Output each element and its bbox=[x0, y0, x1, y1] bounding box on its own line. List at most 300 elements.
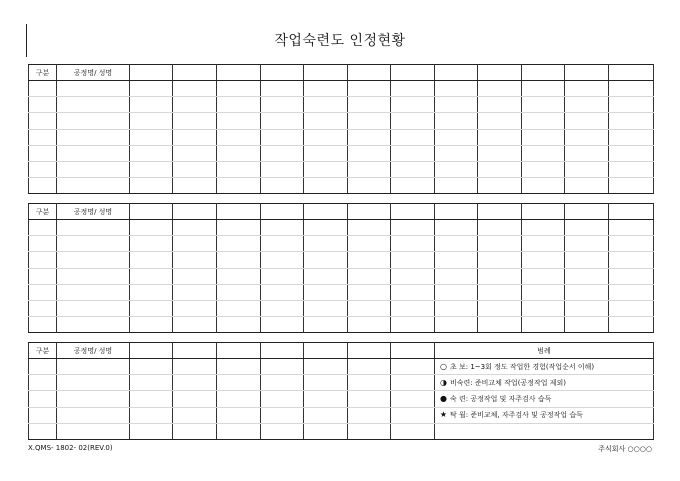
table-cell bbox=[609, 113, 654, 129]
table-cell bbox=[57, 300, 130, 316]
table-cell bbox=[29, 97, 57, 113]
table-cell bbox=[57, 129, 130, 145]
header-row bbox=[29, 65, 654, 81]
table-cell bbox=[391, 375, 435, 391]
table-cell bbox=[217, 391, 261, 407]
table-cell bbox=[435, 284, 478, 300]
table-cell bbox=[130, 220, 173, 236]
table-cell bbox=[565, 145, 609, 161]
table-cell bbox=[348, 252, 391, 268]
table-cell bbox=[304, 236, 348, 252]
legend-separator: : bbox=[470, 378, 475, 387]
table-cell bbox=[435, 236, 478, 252]
table-cell bbox=[391, 236, 435, 252]
table-cell bbox=[261, 300, 304, 316]
legend-separator: : bbox=[465, 362, 471, 371]
table-cell bbox=[57, 113, 130, 129]
table-cell bbox=[478, 161, 522, 177]
table-cell bbox=[29, 407, 57, 423]
table-cell bbox=[130, 129, 173, 145]
table-cell bbox=[57, 236, 130, 252]
header-cell bbox=[348, 343, 391, 359]
table-cell bbox=[261, 220, 304, 236]
table-cell bbox=[391, 145, 435, 161]
table-cell bbox=[304, 284, 348, 300]
table-cell bbox=[261, 81, 304, 97]
table-cell bbox=[609, 178, 654, 194]
table-cell bbox=[304, 220, 348, 236]
table-row bbox=[29, 145, 654, 161]
table-cell bbox=[609, 317, 654, 333]
table-cell bbox=[261, 359, 304, 375]
table-cell bbox=[261, 284, 304, 300]
table-cell bbox=[217, 113, 261, 129]
header-cell bbox=[173, 204, 217, 220]
table-cell bbox=[57, 391, 130, 407]
table-cell bbox=[304, 161, 348, 177]
table-cell bbox=[29, 161, 57, 177]
table-cell bbox=[348, 236, 391, 252]
table-cell bbox=[217, 423, 261, 439]
legend-empty bbox=[435, 423, 654, 439]
table-cell bbox=[29, 220, 57, 236]
table-cell bbox=[435, 113, 478, 129]
table-row bbox=[29, 252, 654, 268]
table-row bbox=[29, 161, 654, 177]
table-cell bbox=[478, 252, 522, 268]
table-cell bbox=[217, 317, 261, 333]
legend-symbol-icon: ○ bbox=[440, 361, 447, 371]
table-cell bbox=[57, 407, 130, 423]
legend-title: 범례 bbox=[435, 343, 654, 359]
table-cell bbox=[173, 81, 217, 97]
table-cell bbox=[261, 423, 304, 439]
table-cell bbox=[565, 81, 609, 97]
table-cell bbox=[391, 268, 435, 284]
table-cell bbox=[391, 97, 435, 113]
table-cell bbox=[609, 284, 654, 300]
table-cell bbox=[173, 129, 217, 145]
header-cell bbox=[217, 204, 261, 220]
table-cell bbox=[29, 391, 57, 407]
table-cell bbox=[609, 300, 654, 316]
table-row bbox=[29, 407, 654, 423]
table-cell bbox=[478, 97, 522, 113]
table-cell bbox=[391, 129, 435, 145]
header-category: 구분 bbox=[29, 343, 57, 359]
table-cell bbox=[348, 391, 391, 407]
table-cell bbox=[478, 268, 522, 284]
table-cell bbox=[565, 236, 609, 252]
table-cell bbox=[304, 391, 348, 407]
table-cell bbox=[130, 97, 173, 113]
table-cell bbox=[217, 220, 261, 236]
table-cell bbox=[173, 236, 217, 252]
table-cell bbox=[348, 284, 391, 300]
table-cell bbox=[435, 220, 478, 236]
header-cell bbox=[130, 204, 173, 220]
table-cell bbox=[565, 317, 609, 333]
header-cell bbox=[304, 65, 348, 81]
table-row bbox=[29, 375, 654, 391]
header-cell bbox=[435, 204, 478, 220]
table-row bbox=[29, 317, 654, 333]
table-cell bbox=[522, 252, 565, 268]
table-cell bbox=[435, 178, 478, 194]
table-cell bbox=[217, 407, 261, 423]
table-cell bbox=[261, 407, 304, 423]
table-cell bbox=[217, 161, 261, 177]
table-3 bbox=[28, 342, 654, 440]
header-cell bbox=[565, 65, 609, 81]
table-cell bbox=[391, 161, 435, 177]
table-cell bbox=[173, 268, 217, 284]
header-cell bbox=[304, 343, 348, 359]
table-cell bbox=[609, 145, 654, 161]
table-1 bbox=[28, 64, 654, 194]
header-category: 구분 bbox=[29, 204, 57, 220]
header-cell bbox=[348, 204, 391, 220]
table-cell bbox=[173, 97, 217, 113]
table-cell bbox=[173, 359, 217, 375]
legend-item bbox=[435, 391, 654, 407]
table-cell bbox=[261, 178, 304, 194]
table-cell bbox=[348, 359, 391, 375]
table-cell bbox=[57, 252, 130, 268]
legend-item bbox=[435, 375, 654, 391]
table-cell bbox=[173, 161, 217, 177]
table-cell bbox=[348, 178, 391, 194]
table-cell bbox=[130, 359, 173, 375]
table-row bbox=[29, 220, 654, 236]
table-cell bbox=[29, 300, 57, 316]
header-cell bbox=[130, 343, 173, 359]
table-cell bbox=[261, 252, 304, 268]
table-cell bbox=[565, 252, 609, 268]
table-cell bbox=[348, 81, 391, 97]
document-code: X.QMS- 1802- 02(REV.0) bbox=[28, 444, 113, 452]
table-cell bbox=[130, 268, 173, 284]
header-cell bbox=[261, 343, 304, 359]
table-cell bbox=[57, 268, 130, 284]
table-cell bbox=[391, 359, 435, 375]
table-cell bbox=[29, 317, 57, 333]
table-cell bbox=[217, 178, 261, 194]
header-cell bbox=[609, 204, 654, 220]
table-cell bbox=[565, 113, 609, 129]
table-cell bbox=[391, 220, 435, 236]
legend-item bbox=[435, 359, 654, 375]
table-cell bbox=[261, 317, 304, 333]
table-cell bbox=[304, 375, 348, 391]
table-cell bbox=[609, 252, 654, 268]
table-cell bbox=[478, 81, 522, 97]
table-cell bbox=[522, 268, 565, 284]
table-cell bbox=[478, 300, 522, 316]
table-cell bbox=[57, 81, 130, 97]
table-cell bbox=[130, 407, 173, 423]
table-cell bbox=[217, 252, 261, 268]
table-cell bbox=[217, 129, 261, 145]
table-cell bbox=[130, 300, 173, 316]
table-cell bbox=[261, 391, 304, 407]
table-cell bbox=[435, 268, 478, 284]
table-row bbox=[29, 81, 654, 97]
table-cell bbox=[261, 161, 304, 177]
table-cell bbox=[391, 300, 435, 316]
page-title: 작업숙련도 인정현황 bbox=[274, 33, 406, 49]
table-row bbox=[29, 423, 654, 439]
table-cell bbox=[57, 178, 130, 194]
table-cell bbox=[478, 220, 522, 236]
company-name: 주식회사 ○○○○ bbox=[598, 445, 652, 453]
table-cell bbox=[57, 423, 130, 439]
table-cell bbox=[173, 284, 217, 300]
table-cell bbox=[304, 97, 348, 113]
header-row bbox=[29, 204, 654, 220]
table-cell bbox=[173, 317, 217, 333]
header-cell bbox=[391, 204, 435, 220]
table-cell bbox=[304, 407, 348, 423]
table-cell bbox=[57, 161, 130, 177]
header-process-name: 공정명/ 성명 bbox=[57, 65, 130, 81]
legend-symbol-icon: ● bbox=[440, 393, 447, 403]
table-cell bbox=[348, 97, 391, 113]
table-cell bbox=[29, 81, 57, 97]
header-category: 구분 bbox=[29, 65, 57, 81]
table-cell bbox=[217, 284, 261, 300]
table-cell bbox=[478, 317, 522, 333]
table-cell bbox=[435, 97, 478, 113]
table-cell bbox=[522, 317, 565, 333]
table-cell bbox=[435, 145, 478, 161]
table-cell bbox=[217, 81, 261, 97]
table-row bbox=[29, 129, 654, 145]
table-cell bbox=[57, 375, 130, 391]
table-2 bbox=[28, 203, 654, 333]
table-cell bbox=[57, 317, 130, 333]
table-cell bbox=[478, 178, 522, 194]
table-cell bbox=[130, 81, 173, 97]
table-cell bbox=[348, 407, 391, 423]
header-cell bbox=[391, 65, 435, 81]
table-cell bbox=[522, 145, 565, 161]
table-cell bbox=[435, 161, 478, 177]
header-cell bbox=[261, 204, 304, 220]
header-row bbox=[29, 343, 654, 359]
table-cell bbox=[435, 252, 478, 268]
table-cell bbox=[130, 113, 173, 129]
table-cell bbox=[522, 236, 565, 252]
table-cell bbox=[261, 268, 304, 284]
legend-symbol-icon: ★ bbox=[439, 410, 448, 420]
table-cell bbox=[261, 113, 304, 129]
table-cell bbox=[173, 407, 217, 423]
table-cell bbox=[173, 300, 217, 316]
table-cell bbox=[304, 252, 348, 268]
table-cell bbox=[130, 178, 173, 194]
table-cell bbox=[173, 113, 217, 129]
table-row bbox=[29, 391, 654, 407]
header-cell bbox=[304, 204, 348, 220]
table-cell bbox=[173, 375, 217, 391]
table-cell bbox=[57, 220, 130, 236]
table-cell bbox=[173, 178, 217, 194]
table-cell bbox=[522, 129, 565, 145]
table-cell bbox=[565, 161, 609, 177]
table-cell bbox=[173, 391, 217, 407]
table-cell bbox=[348, 161, 391, 177]
table-cell bbox=[57, 145, 130, 161]
table-cell bbox=[391, 391, 435, 407]
table-cell bbox=[29, 284, 57, 300]
table-cell bbox=[348, 113, 391, 129]
table-cell bbox=[522, 161, 565, 177]
table-cell bbox=[478, 145, 522, 161]
table-cell bbox=[173, 145, 217, 161]
table-cell bbox=[217, 236, 261, 252]
header-cell bbox=[261, 65, 304, 81]
table-cell bbox=[391, 252, 435, 268]
table-row bbox=[29, 268, 654, 284]
table-cell bbox=[130, 391, 173, 407]
table-cell bbox=[57, 284, 130, 300]
table-cell bbox=[261, 97, 304, 113]
table-cell bbox=[130, 375, 173, 391]
table-cell bbox=[478, 113, 522, 129]
header-process-name: 공정명/ 성명 bbox=[57, 204, 130, 220]
table-cell bbox=[391, 284, 435, 300]
table-cell bbox=[29, 268, 57, 284]
table-cell bbox=[522, 300, 565, 316]
table-cell bbox=[391, 423, 435, 439]
table-cell bbox=[57, 359, 130, 375]
table-cell bbox=[435, 300, 478, 316]
table-cell bbox=[391, 113, 435, 129]
table-row bbox=[29, 97, 654, 113]
table-cell bbox=[261, 129, 304, 145]
header-process-name: 공정명/ 성명 bbox=[57, 343, 130, 359]
legend-separator: : bbox=[465, 394, 471, 403]
legend-description: 공정작업 및 자주검사 습득 bbox=[470, 394, 552, 403]
table-cell bbox=[522, 113, 565, 129]
header-cell bbox=[173, 343, 217, 359]
table-cell bbox=[522, 97, 565, 113]
table-cell bbox=[478, 129, 522, 145]
legend-description: 1~3회 정도 작업한 경험(작업순서 이해) bbox=[470, 362, 595, 371]
table-cell bbox=[29, 359, 57, 375]
table-cell bbox=[304, 359, 348, 375]
table-cell bbox=[609, 97, 654, 113]
table-cell bbox=[348, 317, 391, 333]
table-cell bbox=[304, 423, 348, 439]
table-cell bbox=[304, 145, 348, 161]
table-cell bbox=[130, 423, 173, 439]
legend-separator: : bbox=[465, 411, 471, 420]
table-cell bbox=[391, 407, 435, 423]
legend-label: 초 보 bbox=[450, 362, 466, 371]
legend-symbol-icon: ◑ bbox=[440, 377, 447, 387]
table-cell bbox=[217, 268, 261, 284]
table-cell bbox=[522, 220, 565, 236]
table-row bbox=[29, 284, 654, 300]
table-cell bbox=[304, 268, 348, 284]
legend-item bbox=[435, 407, 654, 423]
legend-label: 비숙련 bbox=[450, 378, 471, 387]
table-cell bbox=[261, 375, 304, 391]
table-cell bbox=[565, 300, 609, 316]
table-cell bbox=[609, 81, 654, 97]
table-cell bbox=[348, 220, 391, 236]
table-cell bbox=[29, 236, 57, 252]
header-cell bbox=[217, 65, 261, 81]
table-cell bbox=[348, 375, 391, 391]
table-cell bbox=[130, 236, 173, 252]
table-cell bbox=[522, 284, 565, 300]
header-cell bbox=[478, 65, 522, 81]
header-cell bbox=[173, 65, 217, 81]
header-cell bbox=[609, 65, 654, 81]
table-cell bbox=[348, 129, 391, 145]
table-cell bbox=[609, 220, 654, 236]
header-cell bbox=[565, 204, 609, 220]
table-cell bbox=[522, 178, 565, 194]
table-row bbox=[29, 300, 654, 316]
table-cell bbox=[217, 375, 261, 391]
table-cell bbox=[29, 252, 57, 268]
table-cell bbox=[565, 268, 609, 284]
table-cell bbox=[29, 113, 57, 129]
table-row bbox=[29, 359, 654, 375]
table-cell bbox=[609, 236, 654, 252]
legend-description: 준비교체 작업(공정작업 제외) bbox=[474, 378, 566, 387]
header-cell bbox=[478, 204, 522, 220]
table-cell bbox=[29, 129, 57, 145]
table-cell bbox=[435, 81, 478, 97]
table-row bbox=[29, 236, 654, 252]
table-cell bbox=[29, 375, 57, 391]
header-cell bbox=[348, 65, 391, 81]
table-cell bbox=[348, 145, 391, 161]
legend-label: 숙 련 bbox=[450, 394, 466, 403]
table-cell bbox=[609, 268, 654, 284]
table-cell bbox=[57, 97, 130, 113]
table-cell bbox=[130, 252, 173, 268]
table-cell bbox=[348, 300, 391, 316]
table-cell bbox=[261, 236, 304, 252]
table-cell bbox=[304, 300, 348, 316]
table-cell bbox=[217, 97, 261, 113]
table-cell bbox=[391, 317, 435, 333]
table-cell bbox=[391, 178, 435, 194]
table-cell bbox=[348, 268, 391, 284]
table-cell bbox=[130, 161, 173, 177]
header-cell bbox=[391, 343, 435, 359]
header-cell bbox=[522, 204, 565, 220]
table-row bbox=[29, 178, 654, 194]
table-cell bbox=[304, 129, 348, 145]
legend-label: 탁 월 bbox=[450, 411, 466, 420]
table-cell bbox=[173, 252, 217, 268]
table-cell bbox=[565, 97, 609, 113]
table-cell bbox=[217, 300, 261, 316]
header-cell bbox=[217, 343, 261, 359]
table-cell bbox=[173, 220, 217, 236]
table-cell bbox=[435, 317, 478, 333]
table-cell bbox=[304, 81, 348, 97]
table-cell bbox=[565, 178, 609, 194]
table-cell bbox=[29, 178, 57, 194]
